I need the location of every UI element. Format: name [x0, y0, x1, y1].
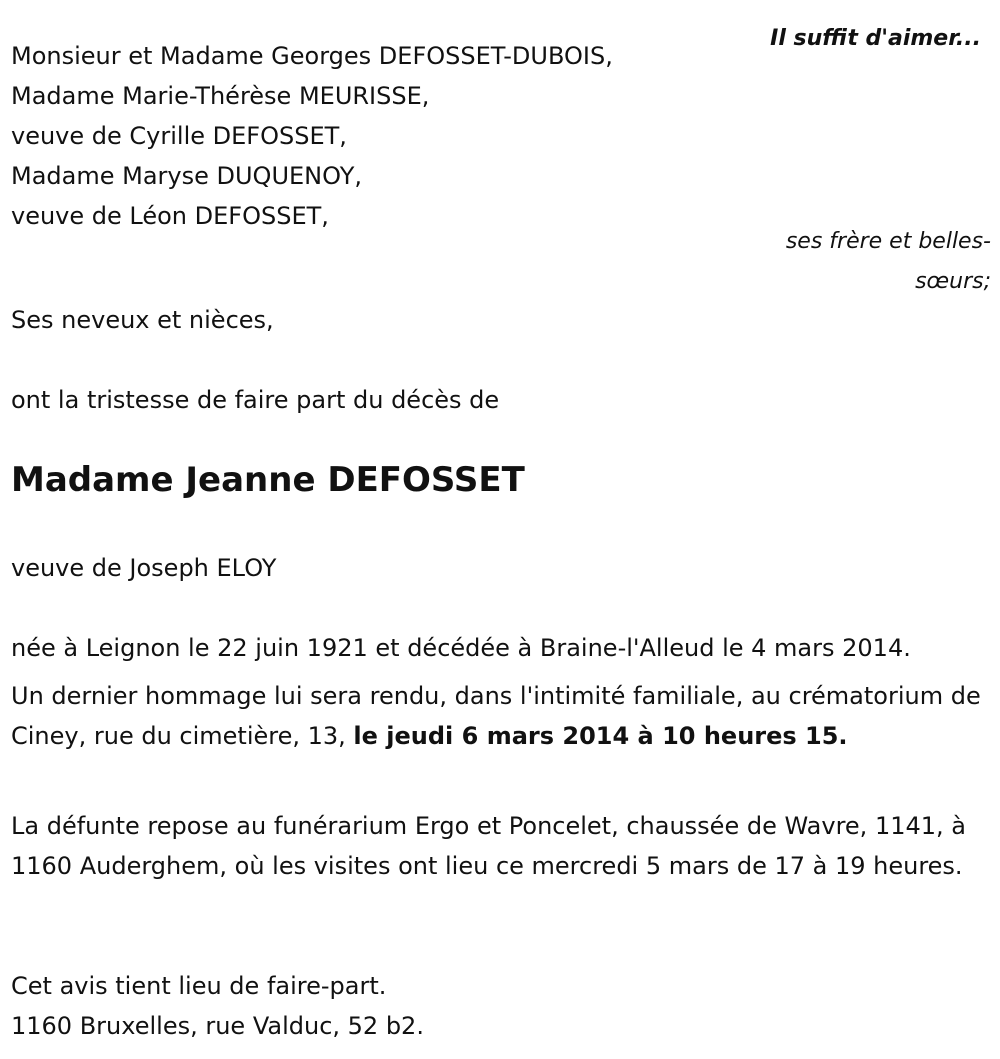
closing-block: [11, 966, 424, 1046]
hommage-text: Un dernier hommage lui sera rendu, dans l'intimité familiale, au crématorium de Ciney, rue du cimetière, 13,: [11, 682, 981, 750]
repose-paragraph: La défunte repose au funérarium Ergo et Poncelet, chaussée de Wavre, 1141, à 1160 Auderghem, où les visites ont lieu ce mercredi 5 mars de 17 à 19 heures.: [11, 812, 966, 880]
family-line: Monsieur et Madame Georges DEFOSSET-DUBOIS,: [11, 42, 613, 70]
hommage-paragraph: [11, 676, 986, 756]
relation-note: ses frère et belles-sœurs;: [785, 229, 991, 294]
closing-line: Cet avis tient lieu de faire-part.: [11, 972, 387, 1000]
family-line: Madame Marie-Thérèse MEURISSE,: [11, 82, 430, 110]
family-line: veuve de Léon DEFOSSET,: [11, 202, 329, 230]
nephews-line: Ses neveux et nièces,: [11, 306, 274, 334]
hommage-date: le jeudi 6 mars 2014 à 10 heures 15.: [353, 722, 848, 750]
family-list: [11, 36, 613, 236]
deceased-name: Madame Jeanne DEFOSSET: [11, 460, 525, 500]
widow-of-line: veuve de Joseph ELOY: [11, 554, 277, 582]
closing-address: 1160 Bruxelles, rue Valduc, 52 b2.: [11, 1012, 424, 1040]
motto: Il suffit d'aimer...: [770, 26, 981, 51]
birth-death-line: née à Leignon le 22 juin 1921 et décédée à Braine-l'Alleud le 4 mars 2014.: [11, 634, 911, 662]
announcement-line: ont la tristesse de faire part du décès de: [11, 386, 500, 414]
family-line: veuve de Cyrille DEFOSSET,: [11, 122, 347, 150]
family-line: Madame Maryse DUQUENOY,: [11, 162, 362, 190]
